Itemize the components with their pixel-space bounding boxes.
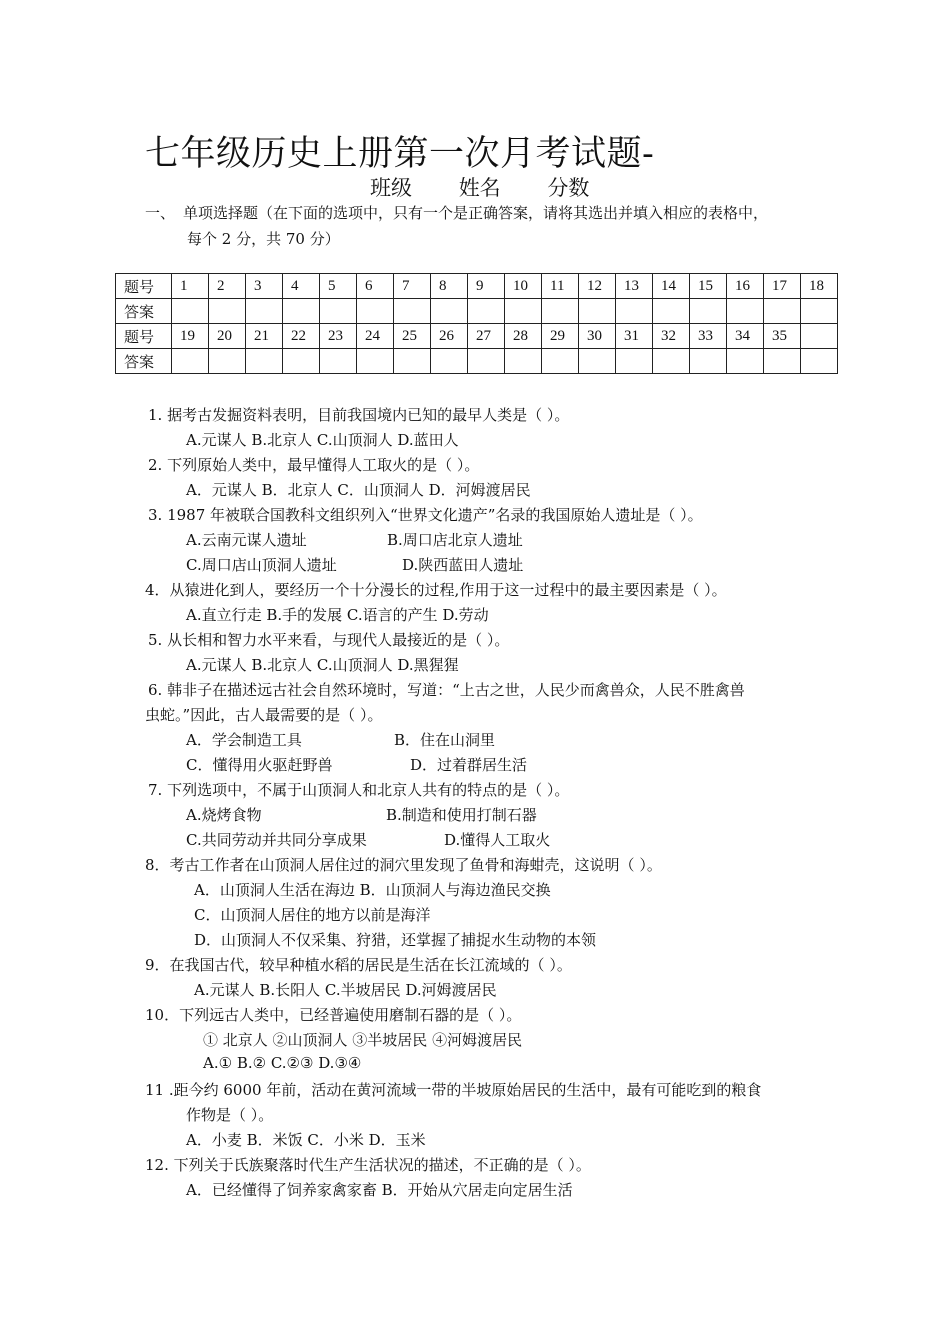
- question-number: 34: [727, 324, 764, 349]
- row-label-answer: 答案: [116, 299, 172, 324]
- answer-cell[interactable]: [357, 299, 394, 324]
- question-number: 4: [283, 274, 320, 299]
- question-number: 18: [801, 274, 838, 299]
- answer-cell[interactable]: [431, 299, 468, 324]
- question-number: 24: [357, 324, 394, 349]
- answer-table: [115, 273, 838, 374]
- question-number: 3: [246, 274, 283, 299]
- table-row: [116, 324, 838, 349]
- exam-page: 七年级历史上册第一次月考试题- 班级 姓名 分数 一、 单项选择题（在下面的选项中，只有一个是正确答案，请将其选出并填入相应的表格中， 每个 2 分，共 70 分） 题号 1 2 3 4 5 6 7 8 9 10 11 12 13 14 15 16 17 18 答案 题号 19 20 21 22 23 24 25 26 27 28 29 30 31 32 33 34 35 答案 1. 据考古发掘资料表明，目前我国境内已知的最早人类是（ ）。 A.元谋人 B.北京人 C.山顶洞人 D.蓝田人 2. 下列原始人类中，最早懂得人工取火的是（ ）。 A．元谋人 B．北京人 C．山顶洞人 D．河姆渡居民 3. 1987 年被联合国教科文组织列入“世界文化遗产”名录的我国原始人遗址是（ ）。 A.云南元谋人遗址 B.周口店北京人遗址 C.周口店山顶洞人遗址 D.陕西蓝田人遗址 4．从猿进化到人，要经历一个十分漫长的过程,作用于这一过程中的最主要因素是（ ）。 A.直立行走 B.手的发展 C.语言的产生 D.劳动 5. 从长相和智力水平来看，与现代人最接近的是（ ）。 A.元谋人 B.北京人 C.山顶洞人 D.黑猩猩 6. 韩非子在描述远古社会自然环境时，写道：“上古之世，人民少而禽兽众，人民不胜禽兽 虫蛇。”因此，古人最需要的是（ ）。 A．学会制造工具 B．住在山洞里 C．懂得用火驱赶野兽 D．过着群居生活 7. 下列选项中，不属于山顶洞人和北京人共有的特点的是（ ）。 A.烧烤食物 B.制造和使用打制石器 C.共同劳动并共同分享成果 D.懂得人工取火 8．考古工作者在山顶洞人居住过的洞穴里发现了鱼骨和海蚶壳，这说明（ ）。 A．山顶洞人生活在海边 B．山顶洞人与海边渔民交换 C．山顶洞人居住的地方以前是海洋 D．山顶洞人不仅采集、狩猎，还掌握了捕捉水生动物的本领 9．在我国古代，较早种植水稻的居民是生活在长江流域的（ ）。 A.元谋人 B.长阳人 C.半坡居民 D.河姆渡居民 10．下列远古人类中，已经普遍使用磨制石器的是（ ）。 ① 北京人 ②山顶洞人 ③半坡居民 ④河姆渡居民 A.① B.② C.②③ D.③④ 11 .距今约 6000 年前，活动在黄河流域一带的半坡原始居民的生活中，最有可能吃到的粮食 作物是（ ）。 A．小麦 B．米饭 C．小米 D．玉米 12. 下列关于氏族聚落时代生产生活状况的描述，不正确的是（ ）。 A．已经懂得了饲养家禽家畜 B．开始从穴居走向定居生活: [0, 0, 950, 1344]
- table-row: [116, 349, 838, 374]
- answer-cell[interactable]: [357, 349, 394, 374]
- answer-cell[interactable]: [690, 299, 727, 324]
- question-number: 15: [690, 274, 727, 299]
- question-number: 16: [727, 274, 764, 299]
- question-number: 25: [394, 324, 431, 349]
- question-number: 6: [357, 274, 394, 299]
- answer-cell[interactable]: [616, 299, 653, 324]
- answer-cell[interactable]: [394, 349, 431, 374]
- answer-cell[interactable]: [283, 349, 320, 374]
- answer-cell[interactable]: [727, 299, 764, 324]
- section-number: 一、: [145, 204, 176, 222]
- student-info: [370, 172, 629, 202]
- answer-cell[interactable]: [542, 299, 579, 324]
- answer-cell[interactable]: [209, 299, 246, 324]
- question-number: 8: [431, 274, 468, 299]
- question-number: 13: [616, 274, 653, 299]
- question-number: 20: [209, 324, 246, 349]
- section-heading: [145, 200, 825, 252]
- row-label-number: 题号: [116, 324, 172, 349]
- question-number: 35: [764, 324, 801, 349]
- answer-cell[interactable]: [505, 349, 542, 374]
- answer-cell[interactable]: [172, 349, 209, 374]
- row-label-answer: 答案: [116, 349, 172, 374]
- answer-cell[interactable]: [209, 349, 246, 374]
- question-number: 27: [468, 324, 505, 349]
- answer-cell[interactable]: [764, 349, 801, 374]
- question-number: 30: [579, 324, 616, 349]
- answer-cell[interactable]: [690, 349, 727, 374]
- question-number: 28: [505, 324, 542, 349]
- answer-cell[interactable]: [283, 299, 320, 324]
- answer-cell[interactable]: [505, 299, 542, 324]
- answer-cell[interactable]: [801, 299, 838, 324]
- question-number: 22: [283, 324, 320, 349]
- question-number: 21: [246, 324, 283, 349]
- question-number: 14: [653, 274, 690, 299]
- answer-cell[interactable]: [764, 299, 801, 324]
- section-text-2: 每个 2 分，共 70 分）: [187, 230, 340, 248]
- question-number: 12: [579, 274, 616, 299]
- answer-cell[interactable]: [246, 299, 283, 324]
- answer-cell[interactable]: [468, 299, 505, 324]
- question-number: 2: [209, 274, 246, 299]
- answer-cell[interactable]: [394, 299, 431, 324]
- name-label: 姓名: [458, 176, 501, 200]
- answer-cell[interactable]: [579, 349, 616, 374]
- table-row: [116, 274, 838, 299]
- question-number: 17: [764, 274, 801, 299]
- question-number: 10: [505, 274, 542, 299]
- row-label-number: 题号: [116, 274, 172, 299]
- answer-cell[interactable]: [653, 299, 690, 324]
- answer-cell[interactable]: [320, 299, 357, 324]
- question-number: 5: [320, 274, 357, 299]
- table-row: [116, 299, 838, 324]
- answer-cell[interactable]: [468, 349, 505, 374]
- answer-cell[interactable]: [542, 349, 579, 374]
- question-number: 31: [616, 324, 653, 349]
- answer-cell[interactable]: [801, 349, 838, 374]
- question-number: 32: [653, 324, 690, 349]
- question-number: [801, 324, 838, 349]
- answer-cell[interactable]: [320, 349, 357, 374]
- answer-cell[interactable]: [653, 349, 690, 374]
- answer-cell[interactable]: [431, 349, 468, 374]
- question-number: 9: [468, 274, 505, 299]
- question-number: 1: [172, 274, 209, 299]
- answer-cell[interactable]: [246, 349, 283, 374]
- answer-cell[interactable]: [727, 349, 764, 374]
- question-number: 23: [320, 324, 357, 349]
- question-number: 11: [542, 274, 579, 299]
- question-number: 7: [394, 274, 431, 299]
- question-number: 29: [542, 324, 579, 349]
- question-number: 33: [690, 324, 727, 349]
- answer-cell[interactable]: [172, 299, 209, 324]
- score-label: 分数: [547, 176, 590, 200]
- answer-cell[interactable]: [579, 299, 616, 324]
- answer-cell[interactable]: [616, 349, 653, 374]
- question-number: 19: [172, 324, 209, 349]
- page-title: 七年级历史上册第一次月考试题-: [145, 134, 655, 174]
- section-text-1: 单项选择题（在下面的选项中，只有一个是正确答案，请将其选出并填入相应的表格中，: [183, 204, 769, 222]
- question-number: 26: [431, 324, 468, 349]
- class-label: 班级: [370, 176, 412, 200]
